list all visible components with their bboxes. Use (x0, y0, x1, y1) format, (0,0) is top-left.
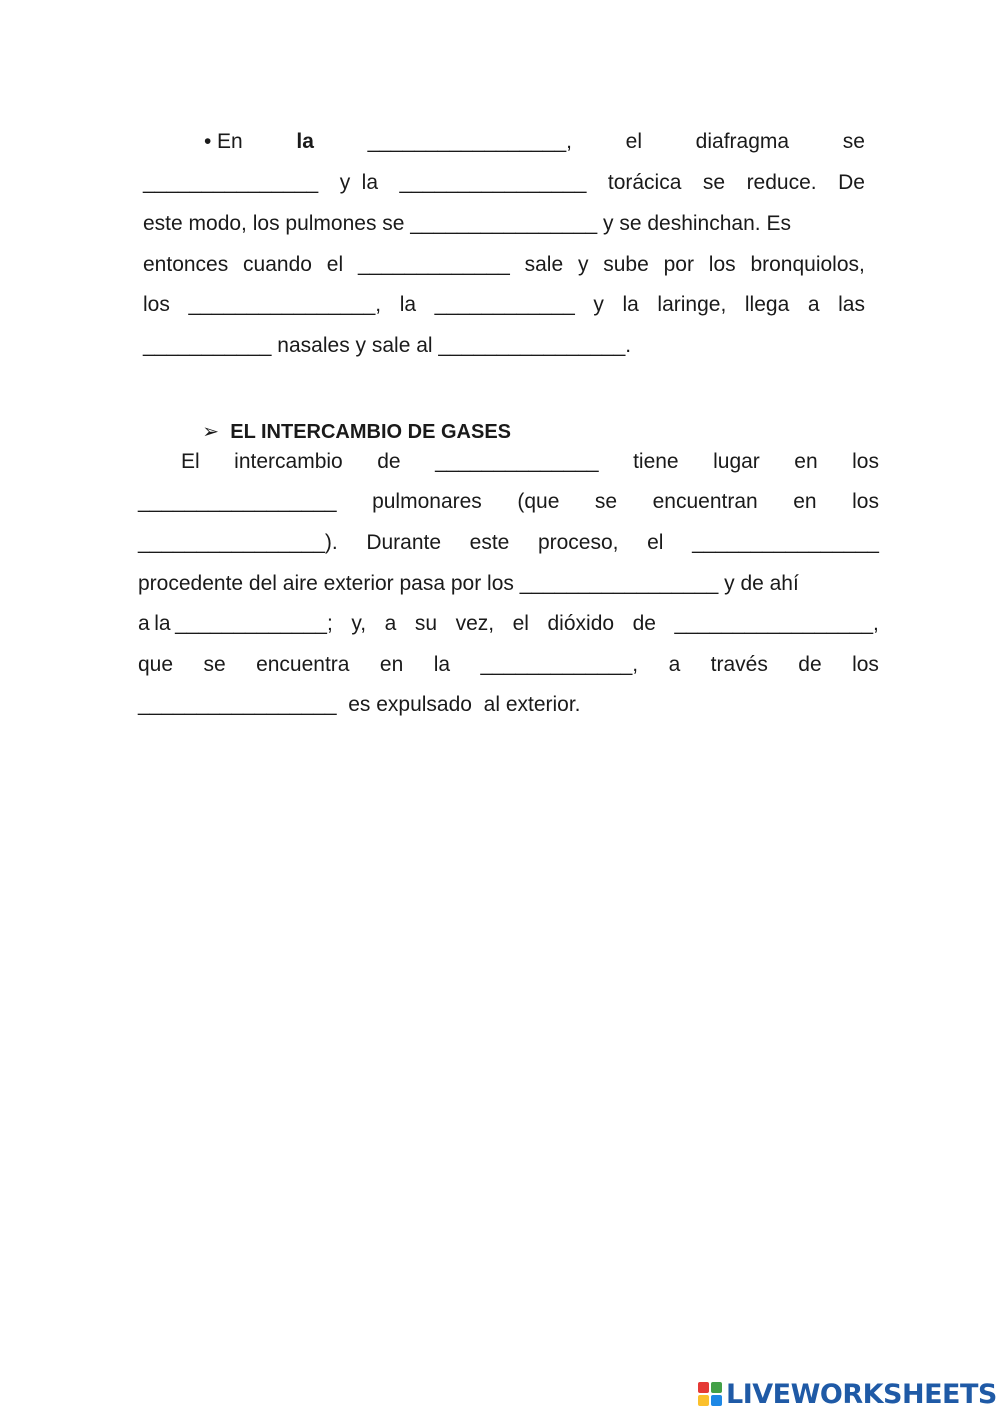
word: intercambio (234, 450, 343, 473)
liveworksheets-logo-icon (698, 1382, 722, 1406)
word: la (433, 653, 451, 676)
word: por (663, 253, 694, 276)
word: los (708, 253, 736, 276)
word: cuando (243, 253, 312, 276)
s2-line-6 (138, 652, 879, 678)
word: a (384, 612, 397, 635)
word: torácica (607, 171, 682, 194)
word: encuentra (256, 653, 350, 676)
word: se (203, 653, 226, 676)
word: los (852, 450, 879, 473)
blank[interactable]: ________________, (188, 293, 382, 316)
word: pulmonares (372, 490, 482, 513)
word: los (852, 653, 879, 676)
blank[interactable]: _____________; (175, 612, 333, 635)
blank[interactable]: _________________ (138, 490, 337, 513)
s2-line-4: procedente del aire exterior pasa por los _________________ y de ahí (138, 572, 799, 595)
logo-square (711, 1382, 722, 1393)
word: sale (524, 253, 564, 276)
word: de (632, 612, 656, 635)
word: el (326, 253, 344, 276)
word: la (154, 612, 171, 635)
word: y (593, 293, 604, 316)
bullet: • (204, 130, 212, 153)
word: diafragma (695, 130, 790, 153)
word: Durante (366, 531, 442, 554)
blank[interactable]: ________________). (138, 531, 338, 554)
word: de (798, 653, 822, 676)
word: en (794, 450, 818, 473)
blank[interactable]: ______________ (435, 450, 599, 473)
word: se (594, 490, 618, 513)
word: tiene (633, 450, 679, 473)
word: y, (351, 612, 367, 635)
word: (que (517, 490, 560, 513)
word: los (143, 293, 170, 316)
word: el (647, 531, 664, 554)
word: se (842, 130, 865, 153)
blank[interactable]: _______________ (143, 171, 319, 194)
word: través (710, 653, 768, 676)
word: encuentran (652, 490, 758, 513)
s2-line-1 (181, 449, 879, 475)
word: dióxido (547, 612, 615, 635)
word: los (852, 490, 879, 513)
word: reduce. (746, 171, 817, 194)
blank[interactable]: _____________, (480, 653, 639, 676)
word: De (838, 171, 865, 194)
s1-line-4 (143, 252, 865, 278)
word: llega (744, 293, 790, 316)
word: vez, (455, 612, 495, 635)
s1-line-3: este modo, los pulmones se ________________ y se deshinchan. Es (143, 212, 791, 235)
blank[interactable]: _____________ (357, 253, 510, 276)
s1-line-5 (143, 292, 865, 318)
word: y (577, 253, 589, 276)
word: la (399, 293, 417, 316)
s2-line-7: _________________ es expulsado al exterior. (138, 693, 581, 716)
logo-square (698, 1395, 709, 1406)
word: las (838, 293, 865, 316)
heading-text: EL INTERCAMBIO DE GASES (230, 421, 512, 443)
word: en (379, 653, 404, 676)
blank[interactable]: ________________ (399, 171, 587, 194)
word: lugar (713, 450, 760, 473)
word: el (512, 612, 529, 635)
s2-line-2 (138, 489, 879, 515)
word: el (625, 130, 642, 153)
blank[interactable]: _________________, (367, 130, 572, 153)
blank[interactable]: ____________ (434, 293, 575, 316)
word: a (807, 293, 820, 316)
word: de (377, 450, 401, 473)
logo-square (711, 1395, 722, 1406)
word: se (702, 171, 726, 194)
word: la (361, 171, 379, 194)
word: laringe, (657, 293, 727, 316)
word: este (469, 531, 510, 554)
word: la (622, 293, 639, 316)
word: a (668, 653, 681, 676)
word: El (181, 450, 200, 473)
blank[interactable]: _________________, (674, 612, 879, 635)
word: bronquiolos, (750, 253, 865, 276)
word: proceso, (537, 531, 619, 554)
word: a (138, 612, 150, 635)
logo-square (698, 1382, 709, 1393)
word: En (217, 130, 243, 153)
s1-line-6: ___________ nasales y sale al ________________. (143, 334, 632, 357)
liveworksheets-watermark (698, 1378, 997, 1410)
arrow-bullet-icon: ➢ (202, 421, 219, 443)
word: su (414, 612, 438, 635)
blank[interactable]: ________________ (692, 531, 879, 554)
word: en (793, 490, 817, 513)
s1-line-2 (143, 170, 865, 196)
word: entonces (143, 253, 229, 276)
word: sube (603, 253, 649, 276)
watermark-text: LIVEWORKSHEETS (726, 1378, 997, 1410)
word: y (339, 171, 351, 194)
s2-line-5 (138, 611, 879, 637)
s1-line-1 (204, 129, 865, 155)
word: que (138, 653, 174, 676)
s2-line-3 (138, 530, 879, 556)
word-bold: la (296, 130, 314, 153)
